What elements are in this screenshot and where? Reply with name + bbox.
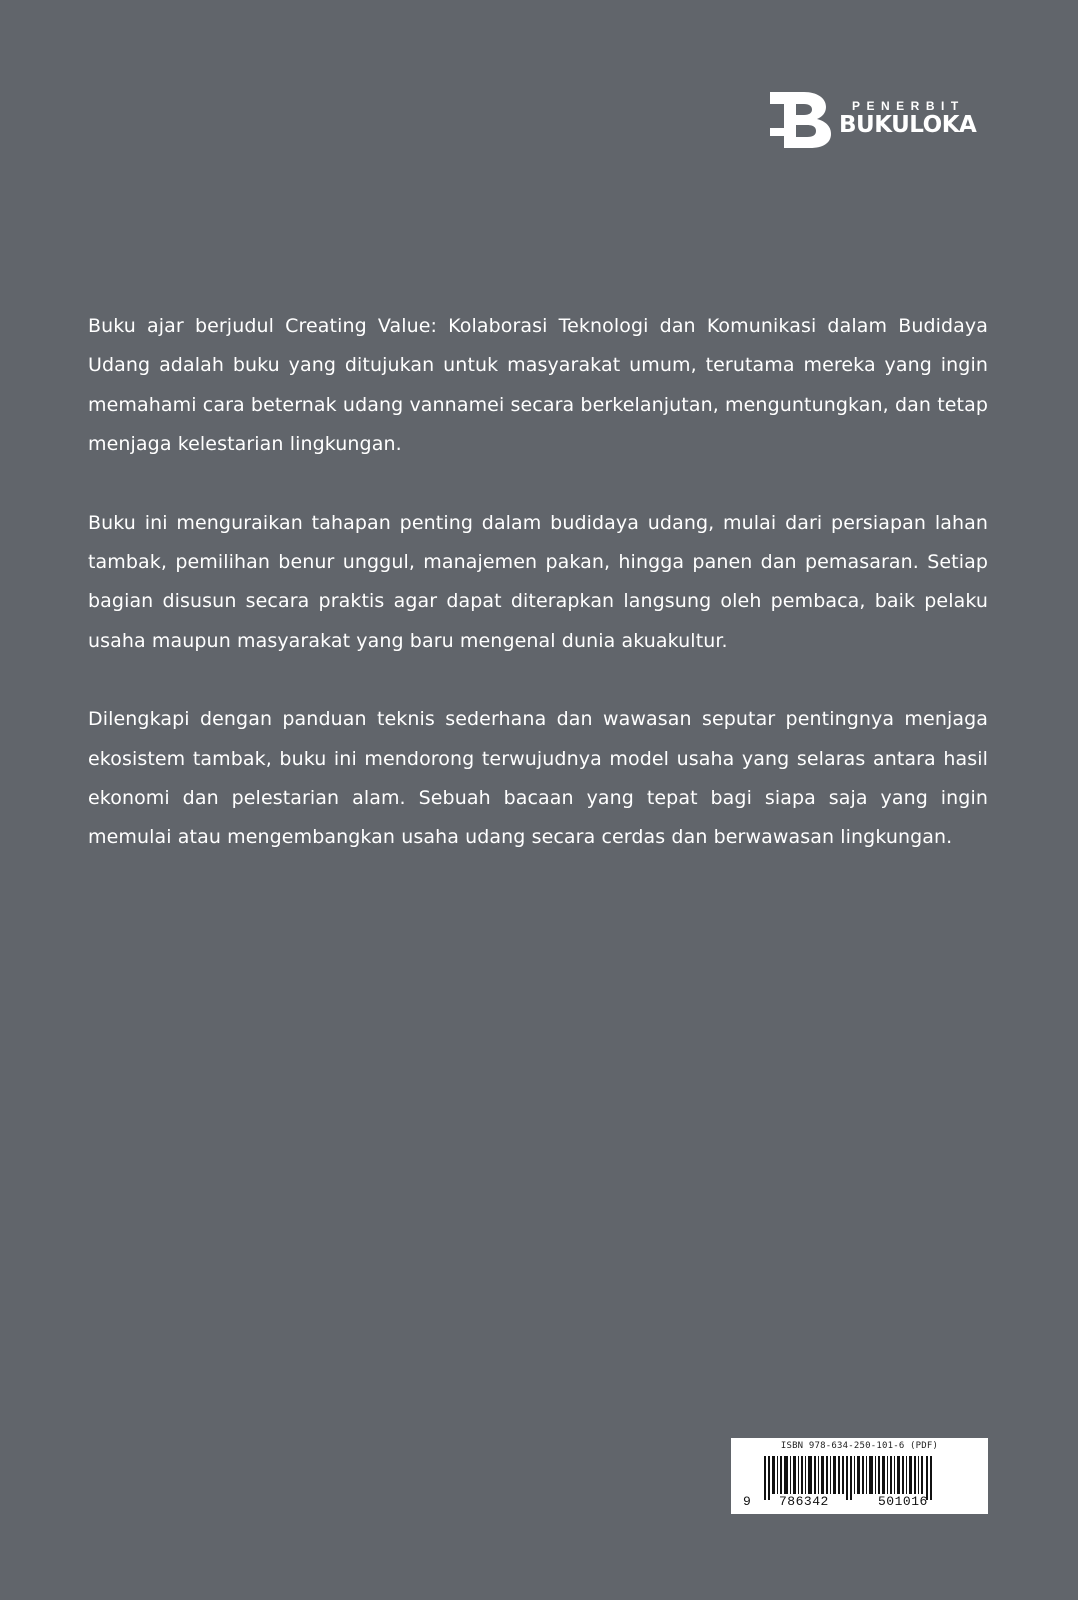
book-description — [88, 307, 988, 897]
description-paragraph-2: Buku ini menguraikan tahapan penting dalam budidaya udang, mulai dari persiapan lahan tambak, pemilihan benur unggul, manajemen pakan, hingga panen dan pemasaran. Setiap bagian disusun secara praktis agar dapat diterapkan langsung oleh pembaca, baik pelaku usaha maupun masyarakat yang baru mengenal dunia akuakultur. — [88, 511, 988, 652]
publisher-name: BUKULOKA — [839, 112, 977, 138]
barcode-right-digits: 501016 — [878, 1494, 928, 1509]
publisher-prefix: PENERBIT — [852, 99, 965, 113]
isbn-barcode — [731, 1438, 988, 1514]
description-paragraph-3: Dilengkapi dengan panduan teknis sederhana dan wawasan seputar pentingnya menjaga ekosistem tambak, buku ini mendorong terwujudnya model usaha yang selaras antara hasil ekonomi dan pelestarian alam. Sebuah bacaan yang tepat bagi siapa saja yang ingin memulai atau mengembangkan usaha udang secara cerdas dan berwawasan lingkungan. — [88, 708, 988, 849]
publisher-logo — [770, 92, 990, 152]
barcode-left-digits: 786342 — [779, 1494, 829, 1509]
barcode-lead-digit: 9 — [743, 1494, 752, 1509]
description-paragraph-1: Buku ajar berjudul Creating Value: Kolaborasi Teknologi dan Komunikasi dalam Budidaya Udang adalah buku yang ditujukan untuk masyarakat umum, terutama mereka yang ingin memahami cara beternak udang vannamei secara berkelanjutan, menguntungkan, dan tetap menjaga kelestarian lingkungan. — [88, 315, 988, 456]
isbn-label: ISBN 978-634-250-101-6 (PDF) — [780, 1441, 939, 1451]
bukuloka-b-icon — [770, 92, 832, 148]
